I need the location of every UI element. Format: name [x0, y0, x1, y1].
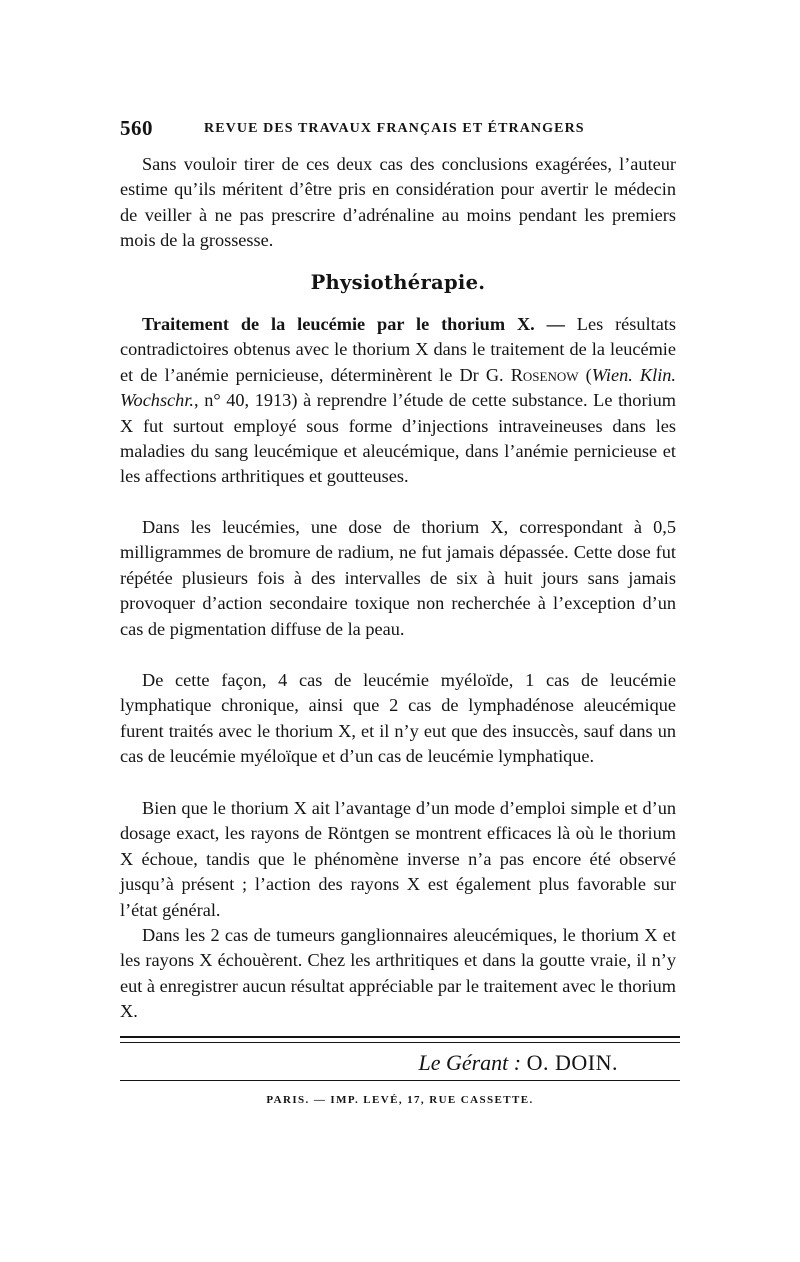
journal-citation: Wien. Klin. Wochschr.: [120, 364, 676, 411]
paragraph-leukemia-dosage: Dans les leucémies, une dose de thorium X, correspondant à 0,5 milligrammes de bromure de radium, ne fut jamais dépassée. Cette dose fut répétée plusieurs fois à des intervalles de six à huit jours sans jamais provoquer d’action secondaire toxique non recherchée à l’exception d’un cas de pigmentation diffuse de la peau.: [120, 517, 676, 639]
article-title: Traitement de la leucémie par le thorium X.: [142, 314, 535, 334]
paragraph-cases-treated: De cette façon, 4 cas de leucémie myéloïde, 1 cas de leucémie lymphatique chronique, ainsi que 2 cas de lymphadénose aleucémique furent traités avec le thorium X, et il n’y eut que des insuccès, sauf dans un cas de leucémie myéloïque et d’un cas de leucémie lymphatique.: [120, 670, 676, 767]
page-header: [120, 116, 680, 142]
footer-rule-lower: [120, 1080, 680, 1081]
gerant-label: Le Gérant :: [418, 1050, 522, 1075]
gerant-name: O. DOIN.: [526, 1050, 618, 1075]
printer-imprint: PARIS. — IMP. LEVÉ, 17, RUE CASSETTE.: [266, 1094, 534, 1106]
page-number: 560: [120, 116, 153, 140]
paragraph-ganglionic-tumors: Dans les 2 cas de tumeurs ganglionnaires aleucémiques, le thorium X et les rayons X échouèrent. Chez les arthritiques et dans la goutte vraie, il n’y eut à enregistrer aucun résultat appréciable par le traitement avec le thorium X.: [120, 925, 676, 1022]
citation-number: , n° 40, 1913: [193, 390, 292, 411]
footer-rule-thick: [120, 1036, 680, 1038]
author-name: Rosenow: [510, 364, 579, 385]
gerant-signature-line: [120, 1050, 618, 1076]
intro-continuation: à reprendre l’étude de cette substance. Le thorium X fut surtout employé sous forme d’injections intraveineuses dans les maladies du sang leucémique et aleucémique, dans l’anémie pernicieuse et les affections arthritiques et goutteuses.: [120, 390, 676, 487]
paragraph-adrenaline-conclusion: Sans vouloir tirer de ces deux cas des conclusions exagérées, l’auteur estime qu’ils méritent d’être pris en considération pour avertir le médecin de veiller à ne pas prescrire d’adrénaline au moins pendant les premiers mois de la grossesse.: [120, 154, 676, 251]
em-dash: —: [546, 314, 565, 334]
running-title: REVUE DES TRAVAUX FRANÇAIS ET ÉTRANGERS: [204, 121, 585, 136]
footer-rule-thin: [120, 1042, 680, 1043]
intro-text: Les résultats contradictoires obtenus avec le thorium X dans le traitement de la leucémie et de l’anémie pernicieuse, déterminèrent le Dr G.: [120, 314, 677, 385]
section-heading: Physiothérapie.: [310, 271, 486, 294]
paragraph-rontgen-comparison: Bien que le thorium X ait l’avantage d’un mode d’emploi simple et d’un dosage exact, les rayons de Röntgen se montrent efficaces là où le thorium X échoue, tandis que le phénomène inverse n’a pas encore été observé jusqu’à présent ; l’action des rayons X est également plus favorable sur l’état général.: [120, 798, 676, 920]
paragraph-thorium-intro: Traitement de la leucémie par le thorium X. — Les résultats contradictoires obtenus avec le thorium X dans le traitement de la leucémie et de l’anémie pernicieuse, déterminèrent le Dr G. Rosenow (Wien. Klin. Wochschr., n° 40, 1913) à reprendre l’étude de cette substance. Le thorium X fut surtout employé sous forme d’injections intraveineuses dans les maladies du sang leucémique et aleucémique, dans l’anémie pernicieuse et les affections arthritiques et goutteuses.: [120, 314, 677, 487]
